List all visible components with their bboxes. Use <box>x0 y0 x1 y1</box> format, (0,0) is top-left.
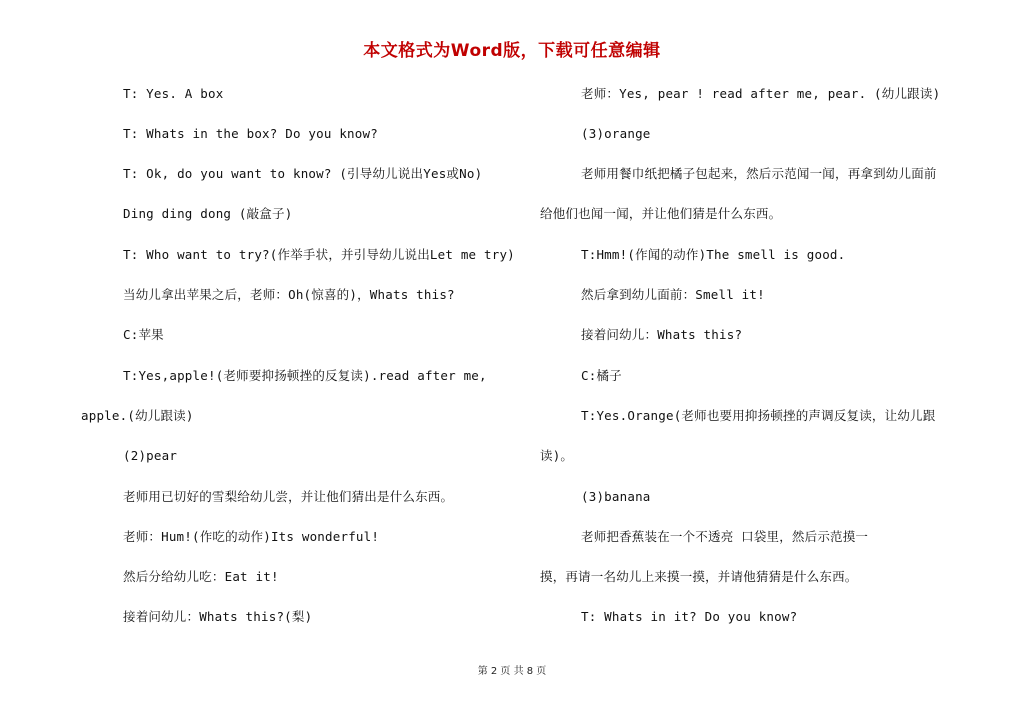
left-line-6: 当幼儿拿出苹果之后，老师：Oh(惊喜的)，Whats this? <box>123 287 455 302</box>
left-line-5: T: Who want to try?(作举手状，并引导幼儿说出Let me try) <box>123 247 515 262</box>
right-line-6: 然后拿到幼儿面前：Smell it! <box>581 287 765 302</box>
left-line-13: 然后分给幼儿吃：Eat it! <box>123 569 279 584</box>
left-line-1: T: Yes. A box <box>123 86 224 101</box>
right-line-14: T: Whats in it? Do you know? <box>581 609 798 624</box>
left-line-12: 老师：Hum!(作吃的动作)Its wonderful! <box>123 529 380 544</box>
right-line-10: 读)。 <box>540 448 574 463</box>
right-line-9: T:Yes.Orange(老师也要用抑扬顿挫的声调反复读，让幼儿跟 <box>581 408 936 423</box>
document-header: 本文格式为Word版，下载可任意编辑 <box>363 41 661 61</box>
right-line-2: (3)orange <box>581 126 651 141</box>
left-line-14: 接着问幼儿：Whats this?(梨) <box>123 609 313 624</box>
page-number: 第 2 页 共 8 页 <box>477 666 547 677</box>
left-line-7: C:苹果 <box>123 327 164 342</box>
right-line-8: C:橘子 <box>581 368 622 383</box>
left-line-10: (2)pear <box>123 448 178 463</box>
right-line-5: T:Hmm!(作闻的动作)The smell is good. <box>581 247 846 262</box>
right-line-13: 摸，再请一名幼儿上来摸一摸，并请他猜猜是什么东西。 <box>540 569 858 584</box>
right-line-11: (3)banana <box>581 489 651 504</box>
left-line-11: 老师用已切好的雪梨给幼儿尝，并让他们猜出是什么东西。 <box>123 489 454 504</box>
left-line-2: T: Whats in the box? Do you know? <box>123 126 378 141</box>
left-line-8: T:Yes,apple!(老师要抑扬顿挫的反复读).read after me, <box>123 368 487 383</box>
right-line-12: 老师把香蕉装在一个不透亮 口袋里，然后示范摸一 <box>581 529 869 544</box>
right-line-1: 老师：Yes, pear ! read after me, pear. (幼儿跟读) <box>581 86 941 101</box>
left-line-9: apple.(幼儿跟读) <box>81 408 194 423</box>
right-line-7: 接着问幼儿：Whats this? <box>581 327 743 342</box>
right-line-4: 给他们也闻一闻，并让他们猜是什么东西。 <box>540 206 782 221</box>
right-line-3: 老师用餐巾纸把橘子包起来，然后示范闻一闻，再拿到幼儿面前 <box>581 166 937 181</box>
left-line-3: T: Ok, do you want to know? (引导幼儿说出Yes或No) <box>123 166 483 181</box>
left-line-4: Ding ding dong (敲盒子) <box>123 206 293 221</box>
